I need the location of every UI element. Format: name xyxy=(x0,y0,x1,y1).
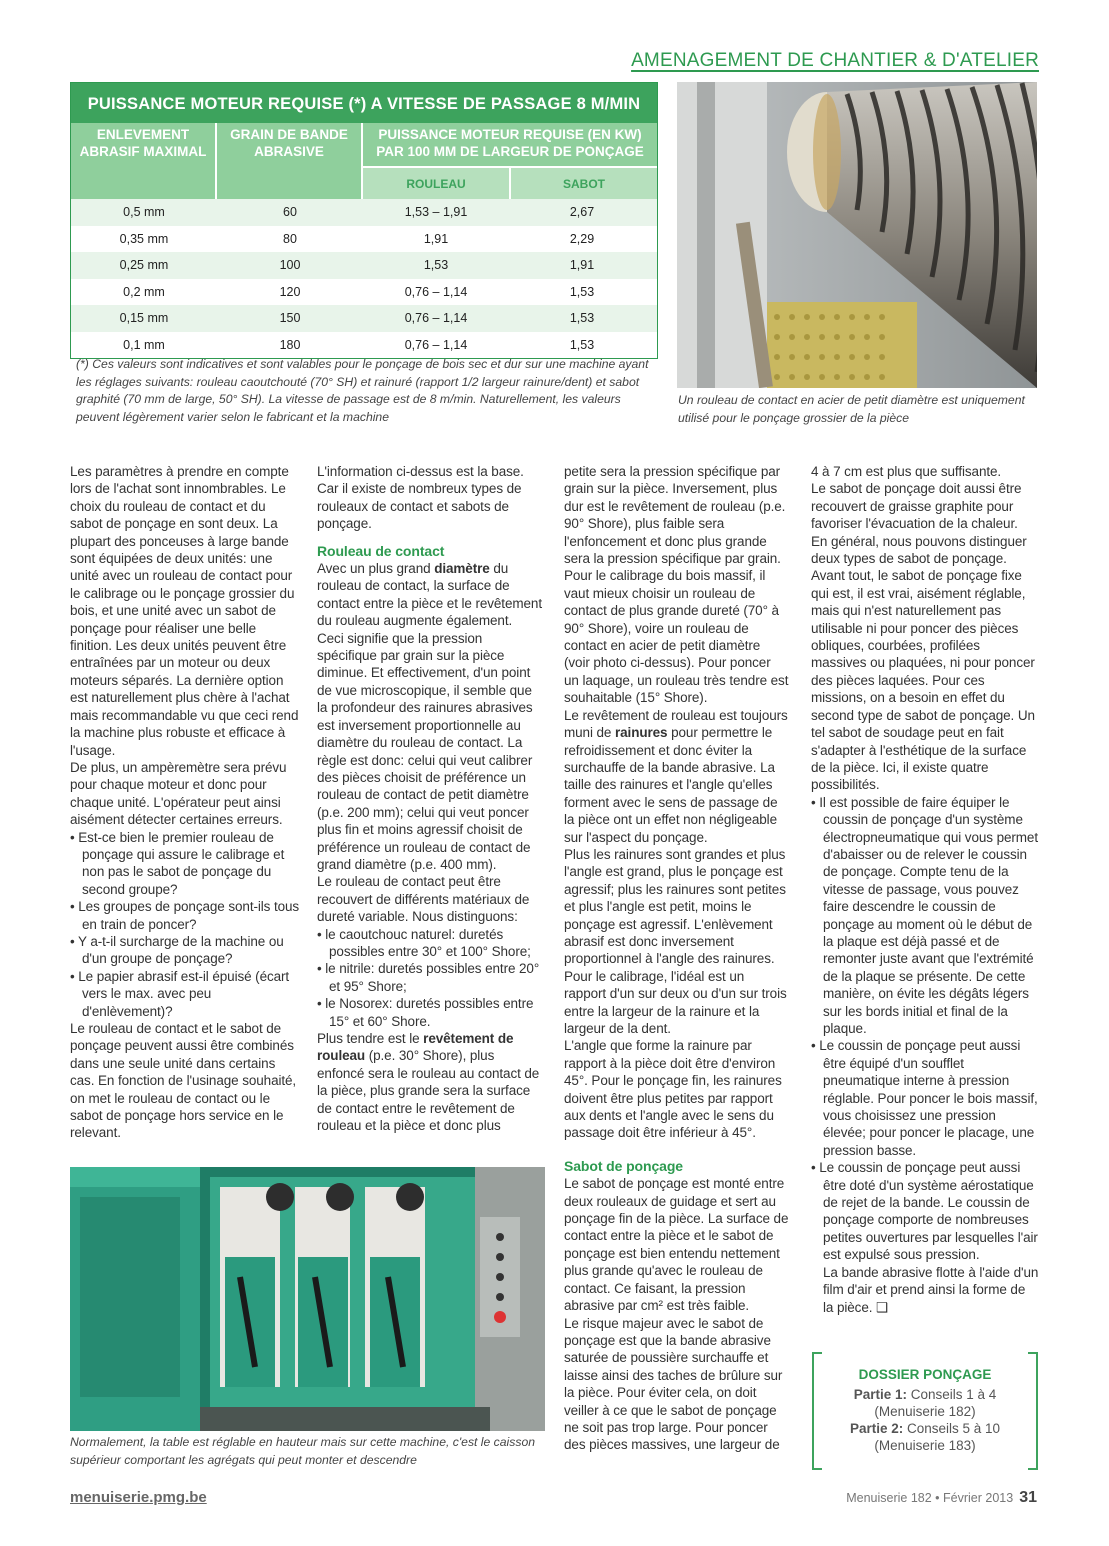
cell-sabot: 2,67 xyxy=(569,205,595,220)
contact-roller-photo xyxy=(677,82,1037,388)
cell-sabot: 1,53 xyxy=(569,311,595,326)
table-row xyxy=(71,332,657,359)
bold-term: diamètre xyxy=(434,561,490,577)
part-text: Conseils 1 à 4 xyxy=(906,1387,997,1402)
cell-enlevement: 0,25 mm xyxy=(119,258,169,273)
list-item: • Le papier abrasif est-il épuisé (écart vers le max. avec peu d'enlèvement)? xyxy=(70,968,290,1019)
cell-rouleau: 1,53 xyxy=(423,258,449,273)
paragraph: Les paramètres à prendre en compte lors de l'achat sont innombrables. Le choix du rouleau de contact et du sabot de ponçage en sont deux. La plupart des ponceuses à large bande sont équipées de deux unités: une unité avec un rouleau de contact pour le calibrage ou le ponçage grossier du bois, et une unité avec un sabot de ponçage pour réaliser une belle finition. Les deux unités peuvent être entraînées par un moteur ou deux moteurs séparés. La dernière option est naturellement plus chère à l'achat mais recommandable vu que ceci rend la machine plus robuste et efficace à l'usage. xyxy=(70,464,299,758)
table-row xyxy=(71,252,657,279)
paragraph: L'angle que forme la rainure par rapport à la pièce doit être d'environ 45°. Pour le ponçage fin, les rainures doivent être plus petites par rapport aux dents et l'angle avec le sens du passage doit être inférieur à 45°. xyxy=(564,1038,782,1141)
paragraph: En général, nous pouvons distinguer deux types de sabot de ponçage. Avant tout, le sabot de ponçage fixe qui est, il est vrai, aisément réglable, mais qui n'est naturellement pas utilisable ni pour poncer des pièces obliques, courbées, profilées massives ou plaquées, ni pour poncer des pièces laquées. Pour ces missions, on a besoin en effet du second type de sabot de ponçage. Un tel sabot de soudage peut en fait s'adapter à l'esthétique de la surface de la pièce. Ici, il existe quatre possibilités. xyxy=(811,533,1035,793)
power-table xyxy=(70,82,658,359)
header-enlevement: ENLEVEMENT ABRASIF MAXIMAL xyxy=(71,123,217,199)
cell-grain: 60 xyxy=(283,205,297,220)
list-item: • Les groupes de ponçage sont-ils tous en train de poncer? xyxy=(70,899,300,932)
dossier-box xyxy=(812,1352,1038,1466)
paragraph xyxy=(317,560,542,873)
paragraph: Le sabot de ponçage est monté entre deux rouleaux de guidage et sert au ponçage fin de la pièce. La surface de contact entre la pièce et le sabot de ponçage est bien entendu nettement plus grande qu'avec le rouleau de contact. Ce faisant, la pression abrasive par cm² est très faible. xyxy=(564,1176,789,1314)
paragraph: Le sabot de ponçage doit aussi être recouvert de graisse graphite pour favoriser l'évacuation de la chaleur. xyxy=(811,481,1022,532)
paragraph: Le rouleau de contact et le sabot de ponçage peuvent aussi être combinés dans une seule unité dans certains cas. En fonction de l'usinage souhaité, on met le rouleau de contact ou le sabot de ponçage hors service en le relevant. xyxy=(70,1021,297,1141)
text-run: Avec un plus grand xyxy=(317,561,435,577)
website-link[interactable]: menuiserie.pmg.be xyxy=(70,1489,207,1506)
part-text: Conseils 5 à 10 xyxy=(903,1421,1001,1436)
list-item: • Il est possible de faire équiper le coussin de ponçage d'un système électropneumatique qui vous permet d'abaisser ou de relever le coussin de ponçage. Compte tenu de la vitesse de passage, vous pouvez faire descendre le coussin de ponçage au moment où le début de la plaque est déjà passé et de remonter juste avant que l'extrémité de la plaque se présente. De cette manière, on évite les dégâts légers sur les bords initial et final de la plaque. xyxy=(811,794,1038,1036)
cell-grain: 180 xyxy=(279,337,301,352)
table-row xyxy=(71,226,657,253)
cell-grain: 150 xyxy=(279,311,301,326)
paragraph: La bande abrasive flotte à l'aide d'un film d'air et prend ainsi la forme de la pièce. ❑ xyxy=(823,1264,1039,1315)
paragraph: Plus les rainures sont grandes et plus l'angle est grand, plus le ponçage est agressif; plus les rainures sont petites et plus l'angle est petit, moins le ponçage est agressif. L'enlèvement abrasif est donc inversement proportionnel à l'angle des rainures. xyxy=(564,846,786,967)
dossier-part-2 xyxy=(812,1420,1038,1437)
text-run: Le revêtement de rouleau est toujours muni de xyxy=(564,707,788,741)
paragraph: Le risque majeur avec le sabot de ponçage est que la bande abrasive saturée de poussière surchauffe et laisse ainsi des taches de brûlure sur la pièce. Pour éviter cela, on doit veiller à ce que le sabot de ponçage ne soit pas trop large. Pour poncer des pièces massives, une largeur de xyxy=(564,1315,783,1453)
cell-enlevement: 0,2 mm xyxy=(123,284,165,299)
cell-sabot: 1,91 xyxy=(569,258,595,273)
article-column-4 xyxy=(811,463,1039,1316)
paragraph: Pour le calibrage du bois massif, il vaut mieux choisir un rouleau de contact de plus grande dureté (70° à 90° Shore), voire un rouleau de contact en acier de petit diamètre (voir photo ci-dessus). Pour poncer un laquage, un rouleau très tendre est souhaitable (15° Shore). xyxy=(564,568,789,706)
cell-enlevement: 0,35 mm xyxy=(119,231,169,246)
part-label: Partie 2: xyxy=(849,1421,904,1436)
article-column-3 xyxy=(564,463,789,1454)
cell-rouleau: 0,76 – 1,14 xyxy=(404,311,468,326)
header-puissance: PUISSANCE MOTEUR REQUISE (EN KW) PAR 100 MM DE LARGEUR DE PONÇAGE xyxy=(363,123,657,168)
paragraph xyxy=(317,1030,542,1134)
table-note: (*) Ces valeurs sont indicatives et sont valables pour le ponçage de bois sec et dur sur une machine ayant les réglages suivants: rouleau caoutchouté (70° SH) et rainuré (rapport 1/2 largeur rainure/dent) et sabot graphité (70 mm de large, 50° SH). La vitesse de passage est de 8 m/min. Naturellement, les valeurs peuvent légèrement varier selon le fabricant et la machine xyxy=(76,357,649,424)
paragraph: Le rouleau de contact peut être recouvert de différents matériaux de dureté variable. Nous distinguons: xyxy=(317,874,530,925)
header-grain: GRAIN DE BANDE ABRASIVE xyxy=(217,123,363,199)
cell-enlevement: 0,1 mm xyxy=(123,337,165,352)
header-rouleau: ROULEAU xyxy=(363,168,511,199)
table-row xyxy=(71,305,657,332)
section-title: AMENAGEMENT DE CHANTIER & D'ATELIER xyxy=(631,50,1039,71)
paragraph: petite sera la pression spécifique par grain sur la pièce. Inversement, plus dur est le revêtement de rouleau (p.e. 90° Shore), plus faible sera l'enfoncement et donc plus grande sera la pression spécifique par grain. xyxy=(564,464,786,567)
cell-sabot: 2,29 xyxy=(569,231,595,246)
contact-roller-caption: Un rouleau de contact en acier de petit diamètre est uniquement utilisé pour le ponçage grossier de la pièce xyxy=(678,393,1025,425)
list-item: • le Nosorex: duretés possibles entre 15° et 60° Shore. xyxy=(317,996,534,1029)
text-run: (p.e. 30° Shore), plus enfoncé sera le rouleau au contact de la pièce, plus grande sera la surface de contact entre le revêtement de rouleau et la pièce et donc plus xyxy=(317,1048,540,1134)
text-run: Plus tendre est le xyxy=(317,1031,424,1046)
paragraph: De plus, un ampèremètre sera prévu pour chaque moteur et donc pour chaque unité. L'opérateur peut ainsi aisément détecter certaines erreurs. xyxy=(70,759,287,828)
paragraph xyxy=(564,707,789,846)
dossier-title: DOSSIER PONÇAGE xyxy=(858,1367,992,1382)
text-run: du rouleau de contact, la surface de contact entre la pièce et le revêtement du rouleau augmente également. Ceci signifie que la pression spécifique par grain sur la pièce diminue. Et effectivement, d'un point de vue microscopique, il semble que la profondeur des rainures abrasives est inversement proportionnelle au diamètre du rouleau de contact. La règle est donc: celui qui veut calibrer des pièces choisit de préférence un rouleau de contact de petit diamètre (p.e. 200 mm); celui qui veut poncer plus fin et moins agressif choisit de préférence un rouleau de contact de grand diamètre (p.e. 400 mm). xyxy=(317,561,542,872)
cell-grain: 120 xyxy=(279,284,301,299)
subheading-sabot: Sabot de ponçage xyxy=(564,1157,683,1174)
list-item: • Le coussin de ponçage peut aussi être équipé d'un soufflet pneumatique interne à pression réglable. Pour poncer le bois massif, vous choisissez une pression élevée; pour poncer le placage, une pression basse. xyxy=(811,1038,1038,1158)
list-item: • Y a-t-il surcharge de la machine ou d'un groupe de ponçage? xyxy=(70,933,284,967)
article-column-2 xyxy=(317,463,542,1134)
cell-sabot: 1,53 xyxy=(569,337,595,352)
footer-issue xyxy=(846,1489,1037,1507)
list-item: • le caoutchouc naturel: duretés possibles entre 30° et 100° Shore; xyxy=(317,926,531,959)
table-row xyxy=(71,199,657,226)
paragraph: L'information ci-dessus est la base. Car il existe de nombreux types de rouleaux de contact et sabots de ponçage. xyxy=(317,464,524,532)
dossier-part-2-ref: (Menuiserie 183) xyxy=(874,1438,976,1453)
paragraph: 4 à 7 cm est plus que suffisante. xyxy=(811,464,1002,479)
table-body xyxy=(71,199,657,358)
sanding-machine-photo xyxy=(70,1167,545,1431)
bold-term: rainures xyxy=(614,725,668,741)
issue-text: Menuiserie 182 • Février 2013 xyxy=(846,1491,1014,1505)
bold-term: revêtement de rouleau xyxy=(317,1031,514,1064)
cell-enlevement: 0,5 mm xyxy=(123,205,165,220)
cell-enlevement: 0,15 mm xyxy=(119,311,169,326)
table-row xyxy=(71,279,657,306)
dossier-part-1-ref: (Menuiserie 182) xyxy=(874,1404,976,1419)
cell-rouleau: 1,91 xyxy=(423,231,449,246)
paragraph: Pour le calibrage, l'idéal est un rapport d'un sur deux ou d'un sur trois entre la largeur de la rainure et la largeur de la dent. xyxy=(564,968,787,1036)
article-column-1 xyxy=(70,463,300,1142)
table-header xyxy=(71,123,657,199)
cell-rouleau: 0,76 – 1,14 xyxy=(404,337,468,352)
sanding-machine-caption: Normalement, la table est réglable en hauteur mais sur cette machine, c'est le caisson supérieur comportant les agrégats qui peut monter et descendre xyxy=(70,1435,536,1467)
text-run: pour permettre le refroidissement et donc éviter la surchauffe de la bande abrasive. La taille des rainures et l'angle qu'elles forment avec le sens de passage de la pièce ont un effet non négligeable sur l'aspect du ponçage. xyxy=(564,725,778,845)
dossier-part-1 xyxy=(812,1386,1038,1403)
cell-sabot: 1,53 xyxy=(569,284,595,299)
list-item: • le nitrile: duretés possibles entre 20° et 95° Shore; xyxy=(317,961,540,994)
left-bracket xyxy=(812,1352,822,1470)
list-item: • Est-ce bien le premier rouleau de ponçage qui assure le calibrage et non pas le sabot de ponçage du second groupe? xyxy=(70,829,285,897)
part-label: Partie 1: xyxy=(853,1387,907,1402)
subheading-rouleau: Rouleau de contact xyxy=(317,542,445,559)
header-sabot: SABOT xyxy=(563,177,605,191)
cell-rouleau: 0,76 – 1,14 xyxy=(404,284,468,299)
page-number: 31 xyxy=(1019,1489,1037,1506)
list-item: • Le coussin de ponçage peut aussi être doté d'un système aérostatique de rejet de la bande. Le coussin de ponçage comporte de nombreuses petites ouvertures par lesquelles l'air est expulsé sous pression. xyxy=(811,1160,1038,1263)
right-bracket xyxy=(1028,1352,1038,1470)
cell-grain: 100 xyxy=(279,258,301,273)
cell-rouleau: 1,53 – 1,91 xyxy=(404,205,468,220)
cell-grain: 80 xyxy=(283,231,297,246)
header-puissance-group xyxy=(363,123,657,199)
table-title: PUISSANCE MOTEUR REQUISE (*) A VITESSE DE PASSAGE 8 M/MIN xyxy=(71,83,657,123)
